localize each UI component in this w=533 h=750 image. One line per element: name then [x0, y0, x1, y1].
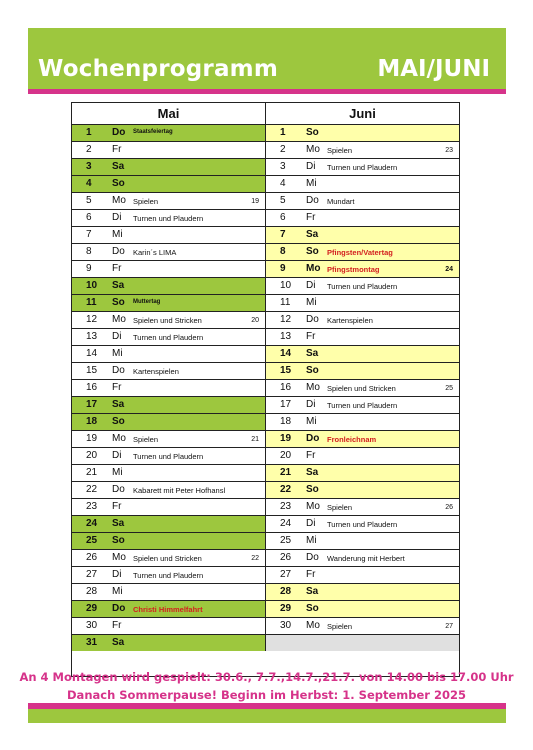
weekday: Di	[112, 569, 122, 580]
table-row	[266, 312, 459, 329]
weekday: Mi	[112, 229, 123, 240]
day-number: 29	[280, 603, 292, 614]
weekday: Sa	[306, 586, 319, 597]
weekday: Sa	[112, 280, 125, 291]
activity: Staatsfeiertag	[133, 129, 173, 135]
table-row	[266, 261, 459, 278]
table-row	[72, 142, 265, 159]
day-number: 21	[280, 467, 292, 478]
activity: Spielen	[133, 435, 159, 444]
table-row	[72, 329, 265, 346]
weekday: Di	[112, 450, 122, 461]
activity: Spielen	[133, 197, 159, 206]
day-number: 4	[86, 178, 92, 189]
weekday: So	[306, 127, 319, 138]
day-number: 9	[280, 263, 286, 274]
table-row	[266, 635, 459, 651]
weekday: Mi	[112, 467, 123, 478]
table-row	[72, 159, 265, 176]
day-number: 21	[86, 467, 98, 478]
table-row	[72, 567, 265, 584]
table-row	[266, 329, 459, 346]
weekday: Sa	[306, 467, 319, 478]
weekday: Do	[306, 433, 320, 444]
table-row	[72, 550, 265, 567]
day-number: 29	[86, 603, 98, 614]
weekday: Fr	[306, 450, 316, 461]
day-number: 20	[280, 450, 292, 461]
table-row	[72, 261, 265, 278]
weekday: So	[306, 603, 319, 614]
activity: Turnen und Plaudern	[327, 282, 398, 291]
months-title: MAI/JUNI	[377, 56, 490, 82]
day-number: 11	[86, 297, 97, 308]
activity: Turnen und Plaudern	[327, 401, 398, 410]
table-row	[266, 278, 459, 295]
activity: Turnen und Plaudern	[133, 452, 204, 461]
weekday: Mi	[306, 297, 317, 308]
activity: Turnen und Plaudern	[133, 571, 204, 580]
day-number: 8	[86, 246, 92, 257]
weekday: Do	[306, 314, 319, 325]
table-row	[72, 312, 265, 329]
table-row	[72, 533, 265, 550]
activity: Pfingsten/Vatertag	[327, 248, 393, 257]
table-row	[72, 516, 265, 533]
day-number: 1	[280, 127, 286, 138]
weekday: Do	[112, 365, 125, 376]
day-number: 7	[86, 229, 92, 240]
table-row	[72, 482, 265, 499]
table-row	[266, 533, 459, 550]
activity: Fronleichnam	[327, 435, 377, 444]
day-number: 18	[280, 416, 292, 427]
header-stripe	[28, 89, 506, 94]
table-row	[266, 482, 459, 499]
table-row	[266, 465, 459, 482]
day-number: 22	[280, 484, 292, 495]
activity: Kartenspielen	[133, 367, 179, 376]
weekday: Mo	[112, 552, 126, 563]
june-heading: Juni	[266, 103, 459, 125]
table-row	[72, 465, 265, 482]
day-number: 24	[86, 518, 98, 529]
weekday: Mi	[112, 348, 123, 359]
day-number: 5	[280, 195, 286, 206]
table-row	[72, 295, 265, 312]
table-row	[72, 176, 265, 193]
day-number: 2	[280, 144, 286, 155]
weekday: Mo	[112, 314, 126, 325]
weekday: Do	[112, 127, 126, 138]
weekday: Mo	[306, 263, 321, 274]
day-number: 20	[86, 450, 98, 461]
day-number: 25	[86, 535, 98, 546]
weekday: So	[306, 484, 319, 495]
table-row	[72, 244, 265, 261]
header-banner	[28, 28, 506, 94]
day-number: 14	[280, 348, 292, 359]
activity: Spielen	[327, 622, 353, 631]
activity: Pfingstmontag	[327, 265, 380, 274]
activity: Wanderung mit Herbert	[327, 554, 405, 563]
day-number: 12	[280, 314, 292, 325]
weekday: So	[112, 297, 125, 308]
day-number: 10	[86, 280, 98, 291]
weekday: Mo	[306, 501, 320, 512]
activity: Spielen	[327, 146, 353, 155]
footer-bar	[28, 709, 506, 723]
table-row	[266, 567, 459, 584]
activity: Turnen und Plaudern	[133, 214, 204, 223]
weekday: Fr	[306, 212, 316, 223]
weekday: Sa	[112, 518, 125, 529]
table-row	[72, 227, 265, 244]
weekday: Fr	[306, 331, 316, 342]
weekday: Do	[306, 195, 319, 206]
table-row	[72, 618, 265, 635]
week-number: 25	[445, 385, 453, 392]
activity: Karin´s LIMA	[133, 248, 177, 257]
day-number: 30	[86, 620, 98, 631]
day-number: 31	[86, 637, 98, 648]
activity: Spielen und Stricken	[327, 384, 396, 393]
activity: Spielen und Stricken	[133, 316, 202, 325]
table-row	[72, 448, 265, 465]
day-number: 22	[86, 484, 98, 495]
weekday: Mo	[112, 195, 126, 206]
table-row	[72, 414, 265, 431]
weekday: Fr	[112, 263, 122, 274]
weekday: Sa	[112, 161, 125, 172]
table-row	[72, 397, 265, 414]
activity: Muttertag	[133, 299, 161, 305]
weekday: Do	[112, 484, 125, 495]
table-row	[266, 193, 459, 210]
table-row	[266, 448, 459, 465]
footer-line-2: Danach Sommerpause! Beginn im Herbst: 1. September 2025	[67, 688, 466, 702]
weekday: Sa	[306, 348, 319, 359]
week-number: 20	[251, 317, 259, 324]
day-number: 12	[86, 314, 98, 325]
day-number: 8	[280, 246, 286, 257]
activity: Christi Himmelfahrt	[133, 605, 203, 614]
activity: Mundart	[327, 197, 355, 206]
table-row	[72, 363, 265, 380]
table-row	[266, 244, 459, 261]
weekday: Sa	[112, 637, 125, 648]
weekday: Fr	[112, 501, 122, 512]
table-row	[266, 397, 459, 414]
footer-line-1: An 4 Montagen wird gespielt: 30.6., 7.7.,14.7.,21.7. von 14.00 bis 17.00 Uhr	[19, 670, 514, 684]
day-number: 28	[280, 586, 292, 597]
table-row	[72, 584, 265, 601]
activity: Kartenspielen	[327, 316, 373, 325]
day-number: 11	[280, 297, 291, 308]
weekday: Mi	[112, 586, 123, 597]
day-number: 2	[86, 144, 92, 155]
table-row	[266, 584, 459, 601]
weekday: Sa	[306, 229, 319, 240]
day-number: 13	[280, 331, 292, 342]
table-row	[72, 278, 265, 295]
day-number: 17	[280, 399, 292, 410]
table-row	[72, 431, 265, 448]
day-number: 3	[86, 161, 92, 172]
day-number: 16	[280, 382, 292, 393]
day-number: 9	[86, 263, 92, 274]
day-number: 19	[280, 433, 292, 444]
day-number: 15	[86, 365, 98, 376]
weekday: Di	[112, 212, 122, 223]
table-row	[72, 499, 265, 516]
weekday: Di	[306, 399, 316, 410]
table-row	[266, 414, 459, 431]
table-row	[72, 635, 265, 651]
week-number: 22	[251, 555, 259, 562]
day-number: 13	[86, 331, 98, 342]
june-rows	[266, 125, 459, 651]
activity: Turnen und Plaudern	[327, 520, 398, 529]
day-number: 24	[280, 518, 292, 529]
weekday: Mi	[306, 535, 317, 546]
activity: Turnen und Plaudern	[133, 333, 204, 342]
day-number: 14	[86, 348, 98, 359]
table-row	[266, 346, 459, 363]
week-number: 23	[445, 147, 453, 154]
weekday: Mo	[306, 620, 320, 631]
weekday: Do	[112, 246, 125, 257]
table-row	[266, 601, 459, 618]
table-row	[72, 193, 265, 210]
weekday: So	[306, 246, 319, 257]
weekday: Mi	[306, 416, 317, 427]
week-number: 27	[445, 623, 453, 630]
table-row	[266, 210, 459, 227]
table-row	[266, 431, 459, 448]
weekday: So	[306, 365, 319, 376]
table-row	[72, 125, 265, 142]
day-number: 27	[280, 569, 292, 580]
day-number: 26	[280, 552, 292, 563]
table-row	[266, 159, 459, 176]
day-number: 17	[86, 399, 98, 410]
weekday: So	[112, 178, 125, 189]
table-row	[72, 210, 265, 227]
weekday: Fr	[112, 620, 122, 631]
weekday: So	[112, 535, 125, 546]
weekday: Fr	[306, 569, 316, 580]
table-row	[72, 346, 265, 363]
day-number: 27	[86, 569, 98, 580]
day-number: 23	[86, 501, 98, 512]
table-row	[266, 618, 459, 635]
day-number: 26	[86, 552, 98, 563]
week-number: 26	[445, 504, 453, 511]
day-number: 6	[86, 212, 92, 223]
weekday: Mo	[306, 144, 320, 155]
table-row	[266, 380, 459, 397]
day-number: 3	[280, 161, 286, 172]
day-number: 28	[86, 586, 98, 597]
day-number: 7	[280, 229, 286, 240]
day-number: 25	[280, 535, 292, 546]
table-row	[266, 363, 459, 380]
week-number: 19	[251, 198, 259, 205]
day-number: 5	[86, 195, 92, 206]
table-row	[266, 516, 459, 533]
activity: Spielen	[327, 503, 353, 512]
june-column	[266, 103, 459, 651]
day-number: 1	[86, 127, 92, 138]
table-row	[72, 601, 265, 618]
table-row	[266, 227, 459, 244]
day-number: 4	[280, 178, 286, 189]
day-number: 6	[280, 212, 286, 223]
table-row	[266, 499, 459, 516]
page-title: Wochenprogramm	[38, 56, 278, 82]
may-heading: Mai	[72, 103, 265, 125]
weekday: Di	[306, 518, 316, 529]
table-row	[266, 295, 459, 312]
weekday: Do	[112, 603, 126, 614]
day-number: 19	[86, 433, 98, 444]
schedule-table	[71, 102, 460, 677]
weekday: Sa	[112, 399, 125, 410]
weekday: Mi	[306, 178, 317, 189]
weekday: Di	[306, 280, 316, 291]
table-row	[266, 125, 459, 142]
day-number: 15	[280, 365, 292, 376]
weekday: Do	[306, 552, 319, 563]
table-row	[72, 380, 265, 397]
activity: Kabarett mit Peter Hofhansl	[133, 486, 226, 495]
day-number: 23	[280, 501, 292, 512]
week-number: 21	[251, 436, 259, 443]
table-row	[266, 176, 459, 193]
weekday: Di	[306, 161, 316, 172]
weekday: Di	[112, 331, 122, 342]
activity: Turnen und Plaudern	[327, 163, 398, 172]
weekday: Fr	[112, 144, 122, 155]
may-column	[72, 103, 266, 651]
table-row	[266, 550, 459, 567]
may-rows	[72, 125, 265, 651]
activity: Spielen und Stricken	[133, 554, 202, 563]
table-row	[266, 142, 459, 159]
weekday: So	[112, 416, 125, 427]
day-number: 30	[280, 620, 292, 631]
weekday: Fr	[112, 382, 122, 393]
weekday: Mo	[306, 382, 320, 393]
day-number: 16	[86, 382, 98, 393]
weekday: Mo	[112, 433, 126, 444]
week-number: 24	[445, 266, 453, 273]
day-number: 18	[86, 416, 98, 427]
day-number: 10	[280, 280, 292, 291]
